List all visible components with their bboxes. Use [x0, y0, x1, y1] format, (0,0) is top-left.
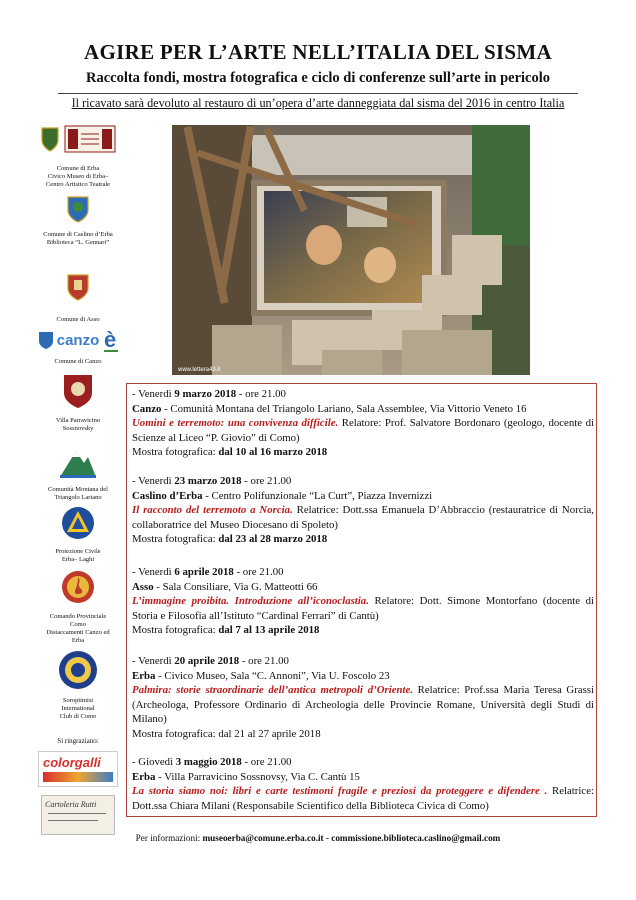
page-subtitle: Raccolta fondi, mostra fotografica e ciclo di conferenze sull’arte in pericolo [85, 70, 550, 86]
photo-credit: www.lettera43.it [178, 367, 221, 373]
event-place: Caslino d’Erba [132, 489, 203, 502]
event-exhibit-dates: dal 23 al 28 marzo 2018 [218, 533, 328, 546]
event-talk-title: Palmira: storie straordinarie dell’antica metropoli d’Oriente. [132, 684, 413, 697]
event-talk-title: L’immagine proibita. Introduzione all’iconoclastia. [132, 595, 369, 608]
soroptimist-logo-icon [58, 650, 98, 690]
event-place: Canzo [132, 402, 162, 415]
sponsor-caption: Comune di Caslino d’Erba Biblioteca “L. Gennari” [43, 231, 113, 246]
event-exhibit-dates: dal 21 al 27 aprile 2018 [218, 727, 321, 740]
thanks-section [30, 734, 126, 835]
sponsor-caption: Comune di Asso [56, 316, 100, 323]
sponsor-asso [30, 270, 126, 324]
sponsor-caption: Villa Parravicino Sossnovsky [55, 417, 101, 432]
event-date: 6 aprile 2018 [174, 566, 234, 578]
coat-of-arms-icon [65, 270, 91, 302]
event-1: - Venerdì 9 marzo 2018 - ore 21.00 Canzo - Comunità Montana del Triangolo Lariano, Sala Assemblee, Via Vittorio Veneto 16 Uomini e terremoto: una convivenza difficile. Relatore: Prof. Salvatore Bordonaro (geologo, docente di Scienze al Liceo “P. Giovio” di Como) Mostra fotografica: dal 10 al 16 marzo 2018 [132, 388, 594, 459]
cartoleria-logo: Cartoleria Rutti [41, 795, 115, 835]
divider [58, 93, 578, 94]
coat-of-arms-icon [38, 330, 53, 350]
event-2: - Venerdì 23 marzo 2018 - ore 21.00 Caslino d’Erba - Centro Polifunzionale “La Curt”, Piazza Invernizzi Il racconto del terremoto a Norcia. Relatrice: Dott.ssa Emanuela D’Abbraccio (restauratrice di Norcia, collaboratrice del Museo Diocesano di Spoleto) Mostra fotografica: dal 23 al 28 marzo 2018 [132, 475, 594, 546]
event-exhibit-dates: dal 7 al 13 aprile 2018 [218, 624, 320, 637]
earthquake-photo [172, 125, 530, 375]
canzo-e-logo-icon [103, 327, 118, 353]
events-box [126, 383, 597, 817]
canzo-logo: canzo [56, 331, 100, 349]
sponsor-caption: Comune di Erba Civico Museo di Erba– Centro Artistico Teatrale [45, 165, 111, 188]
sponsor-villa-parravicino [30, 372, 126, 433]
event-5: - Giovedì 3 maggio 2018 - ore 21.00 Erba - Villa Parravicino Sossnovsy, Via C. Cantù 15 La storia siamo noi: libri e carte testimoni fragile e preziosi da proteggere e difendere . Relatrice: Dott.ssa Chiara Milani (Responsabile Scientifico della Biblioteca Civica di Como) [132, 756, 594, 812]
event-date: 3 maggio 2018 [175, 756, 242, 768]
event-place: Erba [132, 770, 156, 783]
sponsor-erba [30, 125, 126, 189]
event-exhibit-dates: dal 10 al 16 marzo 2018 [218, 446, 328, 459]
civil-protection-icon [61, 505, 95, 541]
damaged-painting-image [172, 125, 530, 375]
sponsor-protezione-civile [30, 505, 126, 564]
thanks-label: Si ringraziano: [57, 737, 99, 745]
sponsor-vigili-fuoco [30, 568, 126, 645]
sponsor-caption: Comune di Canzo [54, 358, 102, 365]
event-3: - Venerdì 6 aprile 2018 - ore 21.00 Asso - Sala Consiliare, Via G. Matteotti 66 L’immagine proibita. Introduzione all’iconoclastia. Relatore: Dott. Simone Montorfano (docente di Storia e Filosofia all’Istituto “Cardinal Ferrari” di Cantù) Mostra fotografica: dal 7 al 13 aprile 2018 [132, 566, 594, 637]
sponsor-caslino [30, 192, 126, 247]
firefighters-badge-icon [61, 568, 95, 606]
event-place: Asso [132, 580, 154, 593]
sponsor-caption: Comunità Montana del Triangolo Lariano [48, 486, 108, 501]
email-museo-link[interactable]: museoerba@comune.erba.co.it [202, 833, 324, 843]
colorgalli-logo: colorgalli [38, 751, 118, 787]
sponsor-comunita-montana [30, 445, 126, 502]
email-biblioteca-link[interactable]: commissione.biblioteca.caslino@gmail.com [331, 833, 501, 843]
sponsor-caption: Soroptimist International Club di Como [59, 697, 97, 720]
sponsor-caption: Protezione Civile Erba– Laghi [55, 548, 101, 563]
event-talk-title: Uomini e terremoto: una convivenza difficile. [132, 417, 339, 430]
museum-logo-icon [64, 125, 116, 153]
event-date: 9 marzo 2018 [174, 388, 237, 400]
villa-crest-icon [61, 372, 95, 410]
svg-text:è: è [104, 327, 117, 352]
contact-footer: Per informazioni: museoerba@comune.erba.co.it - commissione.biblioteca.caslino@gmail.com [135, 833, 501, 843]
sponsor-caption: Comando Provinciale Como Distaccamenti Canzo ed Erba [46, 613, 110, 644]
event-talk-title: La storia siamo noi: libri e carte testimoni fragile e preziosi da proteggere e difendere . [132, 785, 548, 798]
mountain-logo-icon [58, 445, 98, 479]
coat-of-arms-icon [65, 192, 91, 224]
sponsor-canzo [30, 325, 126, 366]
event-4: - Venerdì 20 aprile 2018 - ore 21.00 Erba - Civico Museo, Sala “C. Annoni”, Via U. Foscolo 23 Palmira: storie straordinarie dell’antica metropoli d’Oriente. Relatrice: Prof.ssa Maria Teresa Grassi (Archeologa, Professore Ordinario di Archeologia delle Provincie Romane, Università degli Studi di Milano) Mostra fotografica: dal 21 al 27 aprile 2018 [132, 655, 595, 740]
coat-of-arms-icon [40, 125, 60, 153]
event-talk-title: Il racconto del terremoto a Norcia. [132, 504, 293, 517]
page-title: AGIRE PER L’ARTE NELL’ITALIA DEL SISMA [84, 40, 552, 64]
event-place: Erba [132, 669, 156, 682]
event-date: 20 aprile 2018 [174, 655, 240, 667]
event-date: 23 marzo 2018 [174, 475, 242, 487]
fundraising-note: Il ricavato sarà devoluto al restauro di un’opera d’arte danneggiata dal sisma del 2016 in centro Italia [71, 96, 565, 110]
sponsor-soroptimist [30, 650, 126, 721]
